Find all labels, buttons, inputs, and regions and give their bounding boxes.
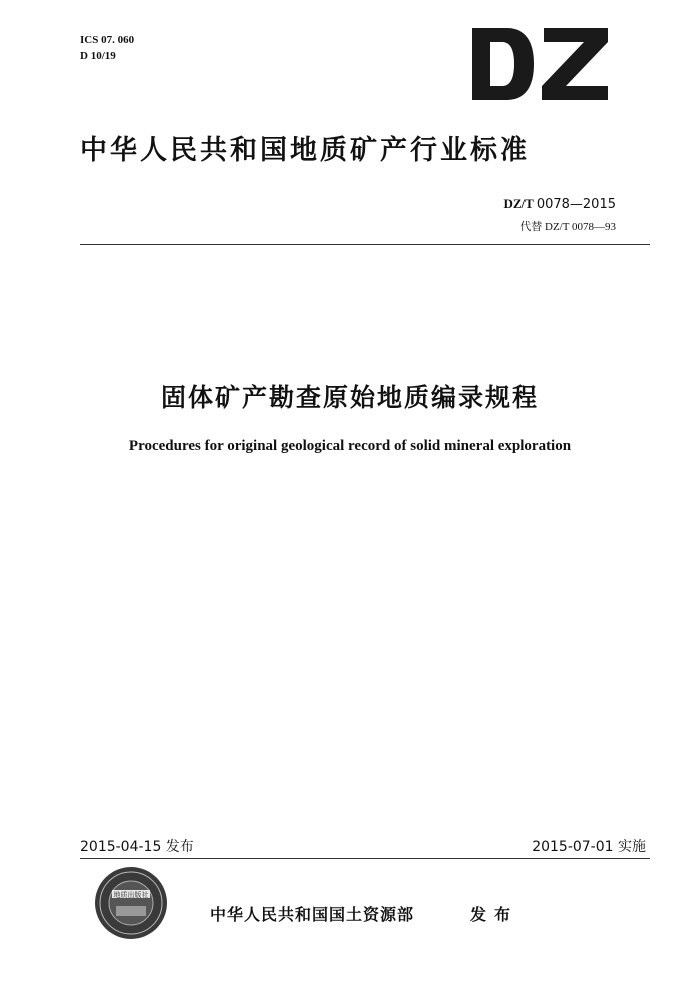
dz-logo-d — [472, 28, 534, 100]
dz-logo-z — [542, 28, 608, 100]
replaces-standard: 代替 DZ/T 0078—93 — [520, 221, 616, 233]
ccs-code: D 10/19 — [80, 50, 116, 62]
standard-code — [503, 196, 616, 212]
svg-text:地质出版社: 地质出版社 — [113, 891, 149, 899]
bottom-divider — [80, 858, 650, 859]
top-divider — [80, 244, 650, 245]
issue-date: 2015-04-15 发布 — [80, 839, 194, 855]
standard-code-prefix: DZ/T — [503, 196, 534, 211]
document-title-chinese: 固体矿产勘查原始地质编录规程 — [160, 383, 539, 412]
classification-block — [80, 32, 134, 64]
ics-code: ICS 07. 060 — [80, 34, 135, 46]
document-title-english: Procedures for original geological record of solid mineral exploration — [128, 438, 572, 454]
standard-code-number: 0078—2015 — [536, 197, 616, 212]
industry-standard-title: 中华人民共和国地质矿产行业标准 — [80, 135, 530, 166]
publisher-name: 中华人民共和国国土资源部 — [210, 905, 415, 924]
publisher-seal — [94, 866, 168, 940]
dz-logo — [472, 28, 608, 100]
implementation-date: 2015-07-01 实施 — [532, 839, 646, 855]
publish-label: 发布 — [470, 905, 519, 924]
